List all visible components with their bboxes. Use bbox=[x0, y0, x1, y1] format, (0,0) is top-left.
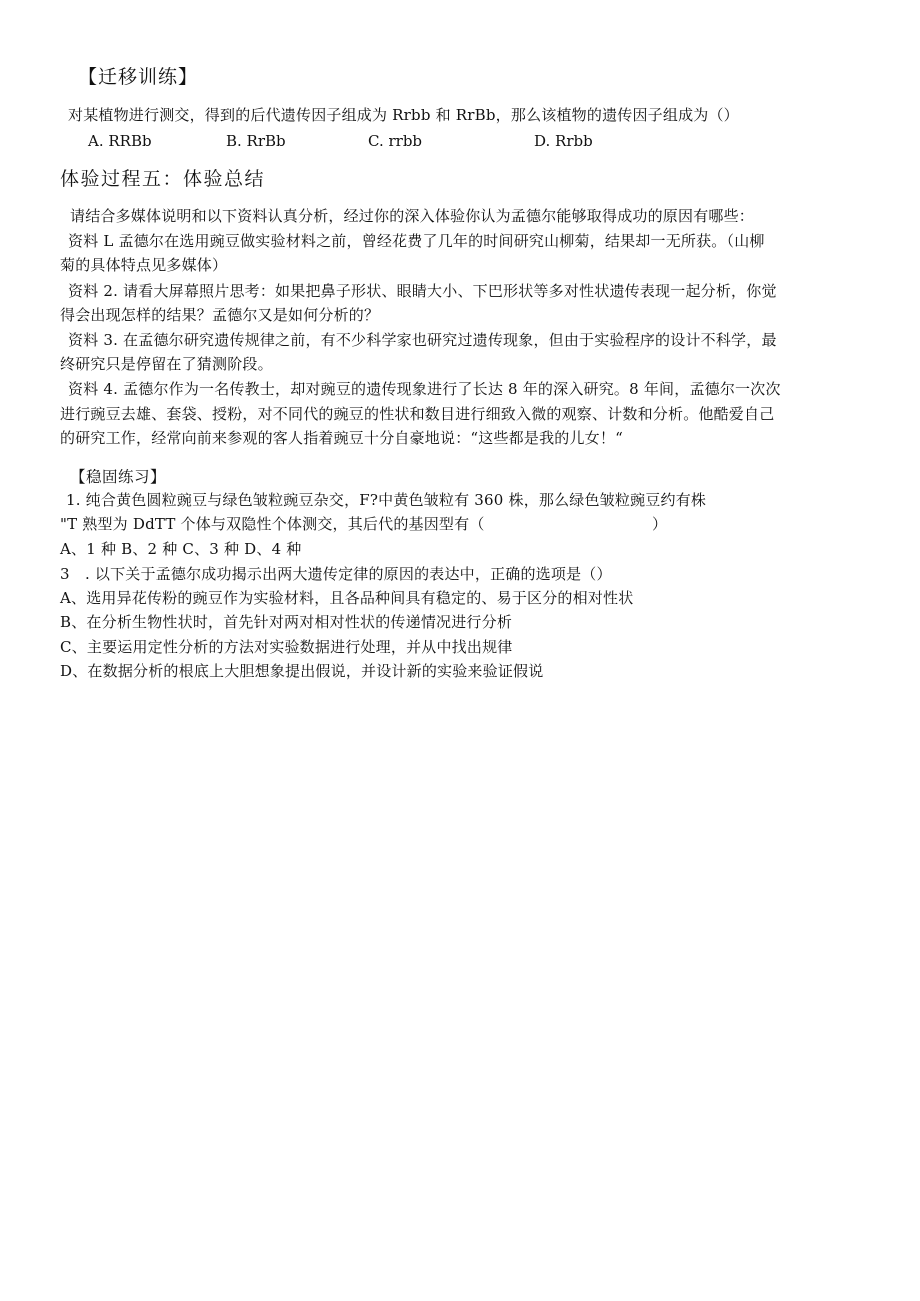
transfer-question: 对某植物进行测交，得到的后代遗传因子组成为 Rrbb 和 RrBb，那么该植物的遗传因子组成为（） bbox=[68, 106, 739, 124]
material-4-line-1: 资料 4. 孟德尔作为一名传教士，却对豌豆的遗传现象进行了长达 8 年的深入研究。8 年间，孟德尔一次次 bbox=[68, 380, 781, 398]
consolidate-heading: 【稳固练习】 bbox=[70, 468, 167, 486]
question-2-bracket-close: ） bbox=[652, 515, 668, 533]
material-1-line-1: 资料 L 孟德尔在选用豌豆做实验材料之前，曾经花费了几年的时间研究山柳菊，结果却一无所获。（山柳 bbox=[68, 232, 765, 250]
material-4-line-2: 进行豌豆去雄、套袋、授粉，对不同代的豌豆的性状和数目进行细致入微的观察、计数和分析。他酷爱自己 bbox=[60, 405, 775, 423]
transfer-option-d: D. Rrbb bbox=[534, 132, 593, 150]
transfer-option-b: B. RrBb bbox=[226, 132, 286, 150]
question-3-option-d: D、在数据分析的根底上大胆想象提出假说，并设计新的实验来验证假说 bbox=[60, 662, 544, 680]
transfer-option-a: A. RRBb bbox=[88, 132, 152, 150]
question-3-option-b: B、在分析生物性状时，首先针对两对相对性状的传递情况进行分析 bbox=[60, 613, 513, 631]
material-2-line-1: 资料 2. 请看大屏幕照片思考：如果把鼻子形状、眼睛大小、下巴形状等多对性状遗传表现一起分析，你觉 bbox=[68, 282, 777, 300]
question-3-option-a: A、选用异花传粉的豌豆作为实验材料，且各品种间具有稳定的、易于区分的相对性状 bbox=[60, 589, 634, 607]
question-2-options: A、1 种 B、2 种 C、3 种 D、4 种 bbox=[60, 540, 302, 558]
section-title: 体验过程五：体验总结 bbox=[60, 168, 266, 190]
section-intro: 请结合多媒体说明和以下资料认真分析，经过你的深入体验你认为孟德尔能够取得成功的原因有哪些： bbox=[70, 207, 755, 225]
question-1: 1. 纯合黄色圆粒豌豆与绿色皱粒豌豆杂交，F?中黄色皱粒有 360 株，那么绿色皱粒豌豆约有株 bbox=[66, 491, 707, 509]
material-4-line-3: 的研究工作，经常向前来参观的客人指着豌豆十分自豪地说：“这些都是我的儿女！“ bbox=[60, 429, 623, 447]
transfer-option-c: C. rrbb bbox=[368, 132, 423, 150]
question-3: 3 . 以下关于孟德尔成功揭示出两大遗传定律的原因的表达中，正确的选项是（） bbox=[60, 565, 612, 583]
question-3-option-c: C、主要运用定性分析的方法对实验数据进行处理，并从中找出规律 bbox=[60, 638, 513, 656]
transfer-heading: 【迁移训练】 bbox=[78, 66, 199, 88]
material-2-line-2: 得会出现怎样的结果？孟德尔又是如何分析的？ bbox=[60, 306, 380, 324]
material-3-line-2: 终研究只是停留在了猜测阶段。 bbox=[60, 355, 273, 373]
question-2: "T 熟型为 DdTT 个体与双隐性个体测交，其后代的基因型有（ bbox=[60, 515, 485, 533]
material-1-line-2: 菊的具体特点见多媒体） bbox=[60, 256, 228, 274]
material-3-line-1: 资料 3. 在孟德尔研究遗传规律之前，有不少科学家也研究过遗传现象，但由于实验程序的设计不科学，最 bbox=[68, 331, 777, 349]
